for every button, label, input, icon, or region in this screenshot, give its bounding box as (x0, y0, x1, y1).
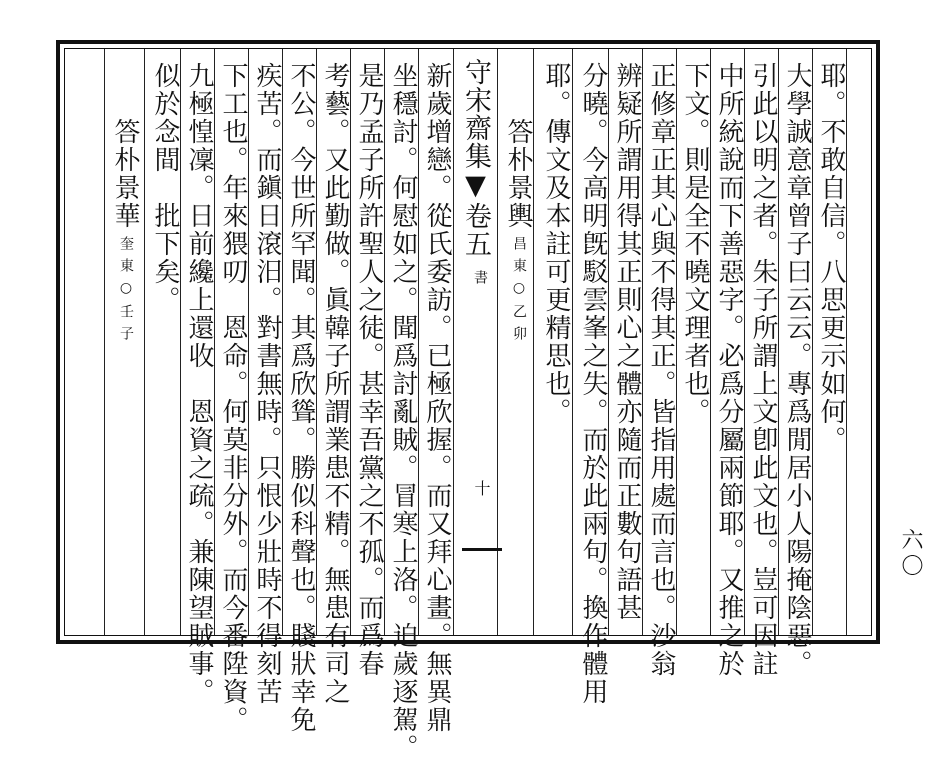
column-rule (248, 49, 249, 635)
column-rule (533, 49, 534, 635)
page-number: 六〇 (898, 528, 923, 580)
text-column: 新歲增戀。從氏委訪。已極欣握。而又拜心畫。無異鼎 (422, 62, 452, 734)
text-column: 辨疑所謂用得其正則心之體亦隨而正數句語甚 (612, 62, 642, 622)
letter-title: 答朴景輿 (503, 118, 533, 230)
column-rule (710, 49, 711, 635)
text-column: 耶。傳文及本註可更精思也。 (541, 62, 571, 426)
column-rule (846, 49, 847, 635)
letter-note: 昌東○乙卯 (511, 236, 527, 348)
column-rule (350, 49, 351, 635)
text-column: 分曉。今高明旣駁雲峯之失。而於此兩句。換作體用 (578, 62, 608, 706)
column-rule (104, 49, 105, 635)
leaf-label: 書 (472, 270, 488, 284)
text-column: 正修章正其心與不得其正。皆指用處而言也。沙翁 (646, 62, 676, 678)
column-rule (316, 49, 317, 635)
column-rule (642, 49, 643, 635)
text-column: 中所統說而下善惡字。必爲分屬兩節耶。又推之於 (714, 62, 744, 678)
column-rule (812, 49, 813, 635)
center-rule-left (453, 49, 454, 635)
text-column: 不公。今世所罕聞。其爲欣聳。勝似科聲也。賤狀幸免 (286, 62, 316, 734)
text-column: 耶。不敢自信。八思更示如何。 (816, 62, 846, 454)
column-rule (572, 49, 573, 635)
column-rule (608, 49, 609, 635)
text-column: 下文。則是全不曉文理者也。 (680, 62, 710, 426)
text-column: 坐穩討。何慰如之。聞爲討亂賊。冒寒上洛。迫歲逐駕。 (388, 62, 418, 762)
book-title: 守宋齋集▼卷五 (460, 58, 491, 258)
column-rule (144, 49, 145, 635)
text-column: 引此以明之者。朱子所謂上文卽此文也。豈可因註 (748, 62, 778, 678)
column-rule (384, 49, 385, 635)
text-column: 九極惶凜。日前纔上還收 恩資之疏。兼陳望賊事。 (184, 62, 214, 706)
column-rule (282, 49, 283, 635)
leaf-number: 十 (472, 480, 491, 496)
text-column: 大學誠意章曾子曰云云。專爲閒居小人陽掩陰惡。 (782, 62, 812, 678)
column-rule (180, 49, 181, 635)
fish-tail-mark: ▼ (460, 170, 491, 202)
text-column: 疾苦。而鎭日滾汨。對書無時。只恨少壯時不得刻苦 (252, 62, 282, 706)
column-rule (676, 49, 677, 635)
text-column: 似於念間 批下矣。 (150, 62, 180, 314)
letter-note: 奎東○壬子 (118, 236, 134, 348)
lower-fish-tail (462, 548, 502, 551)
letter-title: 答朴景華 (110, 118, 140, 230)
column-rule (214, 49, 215, 635)
text-column: 是乃孟子所許聖人之徒。甚幸吾黨之不孤。而爲春 (354, 62, 384, 678)
text-column: 下工也。年來猥叨 恩命。何莫非分外。而今番陞資。 (218, 62, 248, 734)
column-rule (778, 49, 779, 635)
column-rule (418, 49, 419, 635)
column-rule (744, 49, 745, 635)
text-column: 考藝。又此勤做。眞韓子所謂業患不精。無患有司之 (320, 62, 350, 706)
